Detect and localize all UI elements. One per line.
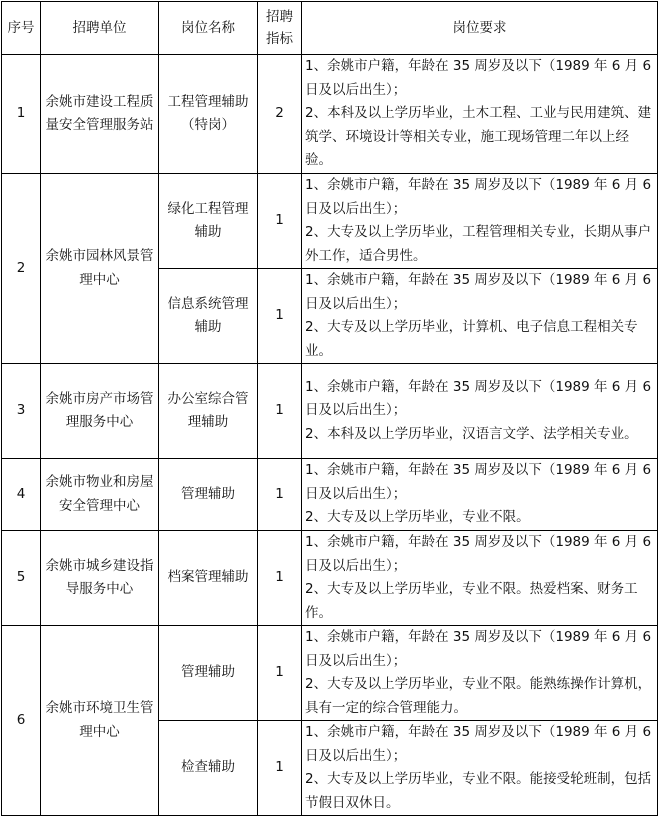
requirements-cell (302, 531, 658, 626)
unit-cell: 余姚市城乡建设指导服务中心 (41, 531, 159, 626)
table-row (2, 459, 658, 531)
table-row (2, 626, 658, 721)
header-seq: 序号 (2, 2, 41, 55)
position-cell: 管理辅助 (159, 626, 258, 721)
requirement-line: 2、大专及以上学历毕业，专业不限。 (305, 509, 530, 526)
table-row (2, 174, 658, 269)
quota-cell: 2 (258, 55, 302, 174)
unit-cell: 余姚市物业和房屋安全管理中心 (41, 459, 159, 531)
requirements-cell (302, 174, 658, 269)
seq-cell: 4 (2, 459, 41, 531)
quota-cell: 1 (258, 364, 302, 459)
seq-cell: 3 (2, 364, 41, 459)
requirement-line: 1、余姚市户籍，年龄在 35 周岁及以下（1989 年 6 月 6 日及以后出生）； (305, 58, 652, 98)
requirements-cell (302, 364, 658, 459)
requirements-cell (302, 269, 658, 364)
requirements-cell (302, 55, 658, 174)
quota-cell: 1 (258, 626, 302, 721)
requirement-line: 1、余姚市户籍，年龄在 35 周岁及以下（1989 年 6 月 6 日及以后出生）； (305, 378, 652, 419)
header-position: 岗位名称 (159, 2, 258, 55)
position-cell: 绿化工程管理辅助 (159, 174, 258, 269)
requirement-line: 1、余姚市户籍，年龄在 35 周岁及以下（1989 年 6 月 6 日及以后出生）； (305, 462, 652, 502)
unit-cell: 余姚市园林风景管理中心 (41, 174, 159, 364)
header-row (2, 2, 658, 55)
seq-cell: 6 (2, 626, 41, 816)
quota-cell: 1 (258, 531, 302, 626)
requirement-line: 1、余姚市户籍，年龄在 35 周岁及以下（1989 年 6 月 6 日及以后出生）； (305, 272, 652, 312)
requirements-cell (302, 626, 658, 721)
seq-cell: 2 (2, 174, 41, 364)
quota-cell: 1 (258, 269, 302, 364)
requirement-line: 2、大专及以上学历毕业，计算机、电子信息工程相关专业。 (305, 319, 638, 359)
quota-cell: 1 (258, 721, 302, 816)
requirement-line: 2、本科及以上学历毕业，土木工程、工业与民用建筑、建筑学、环境设计等相关专业，施工现场管理二年以上经验。 (305, 105, 652, 169)
position-cell: 信息系统管理辅助 (159, 269, 258, 364)
position-cell: 管理辅助 (159, 459, 258, 531)
position-cell: 工程管理辅助（特岗） (159, 55, 258, 174)
header-quota: 招聘指标 (258, 2, 302, 55)
seq-cell: 5 (2, 531, 41, 626)
seq-cell: 1 (2, 55, 41, 174)
requirement-line: 1、余姚市户籍，年龄在 35 周岁及以下（1989 年 6 月 6 日及以后出生）； (305, 724, 652, 764)
table-row (2, 55, 658, 174)
header-requirements: 岗位要求 (302, 2, 658, 55)
unit-cell: 余姚市环境卫生管理中心 (41, 626, 159, 816)
requirement-line: 1、余姚市户籍，年龄在 35 周岁及以下（1989 年 6 月 6 日及以后出生）； (305, 534, 652, 574)
unit-cell: 余姚市建设工程质量安全管理服务站 (41, 55, 159, 174)
table-row (2, 531, 658, 626)
position-cell: 检查辅助 (159, 721, 258, 816)
requirement-line: 2、大专及以上学历毕业，专业不限。能接受轮班制，包括节假日双休日。 (305, 771, 652, 811)
quota-cell: 1 (258, 459, 302, 531)
requirements-cell (302, 721, 658, 816)
requirement-line: 2、大专及以上学历毕业，工程管理相关专业，长期从事户外工作，适合男性。 (305, 224, 652, 264)
recruitment-table (1, 1, 658, 816)
requirement-line: 1、余姚市户籍，年龄在 35 周岁及以下（1989 年 6 月 6 日及以后出生）； (305, 629, 652, 669)
quota-cell: 1 (258, 174, 302, 269)
requirement-line: 1、余姚市户籍，年龄在 35 周岁及以下（1989 年 6 月 6 日及以后出生）； (305, 177, 652, 217)
position-cell: 档案管理辅助 (159, 531, 258, 626)
table-row (2, 364, 658, 459)
requirement-line: 2、大专及以上学历毕业，专业不限。能熟练操作计算机，具有一定的综合管理能力。 (305, 676, 652, 716)
requirements-cell (302, 459, 658, 531)
position-cell: 办公室综合管理辅助 (159, 364, 258, 459)
unit-cell: 余姚市房产市场管理服务中心 (41, 364, 159, 459)
header-unit: 招聘单位 (41, 2, 159, 55)
requirement-line: 2、本科及以上学历毕业，汉语言文学、法学相关专业。 (305, 425, 638, 442)
requirement-line: 2、大专及以上学历毕业，专业不限。热爱档案、财务工作。 (305, 581, 638, 621)
